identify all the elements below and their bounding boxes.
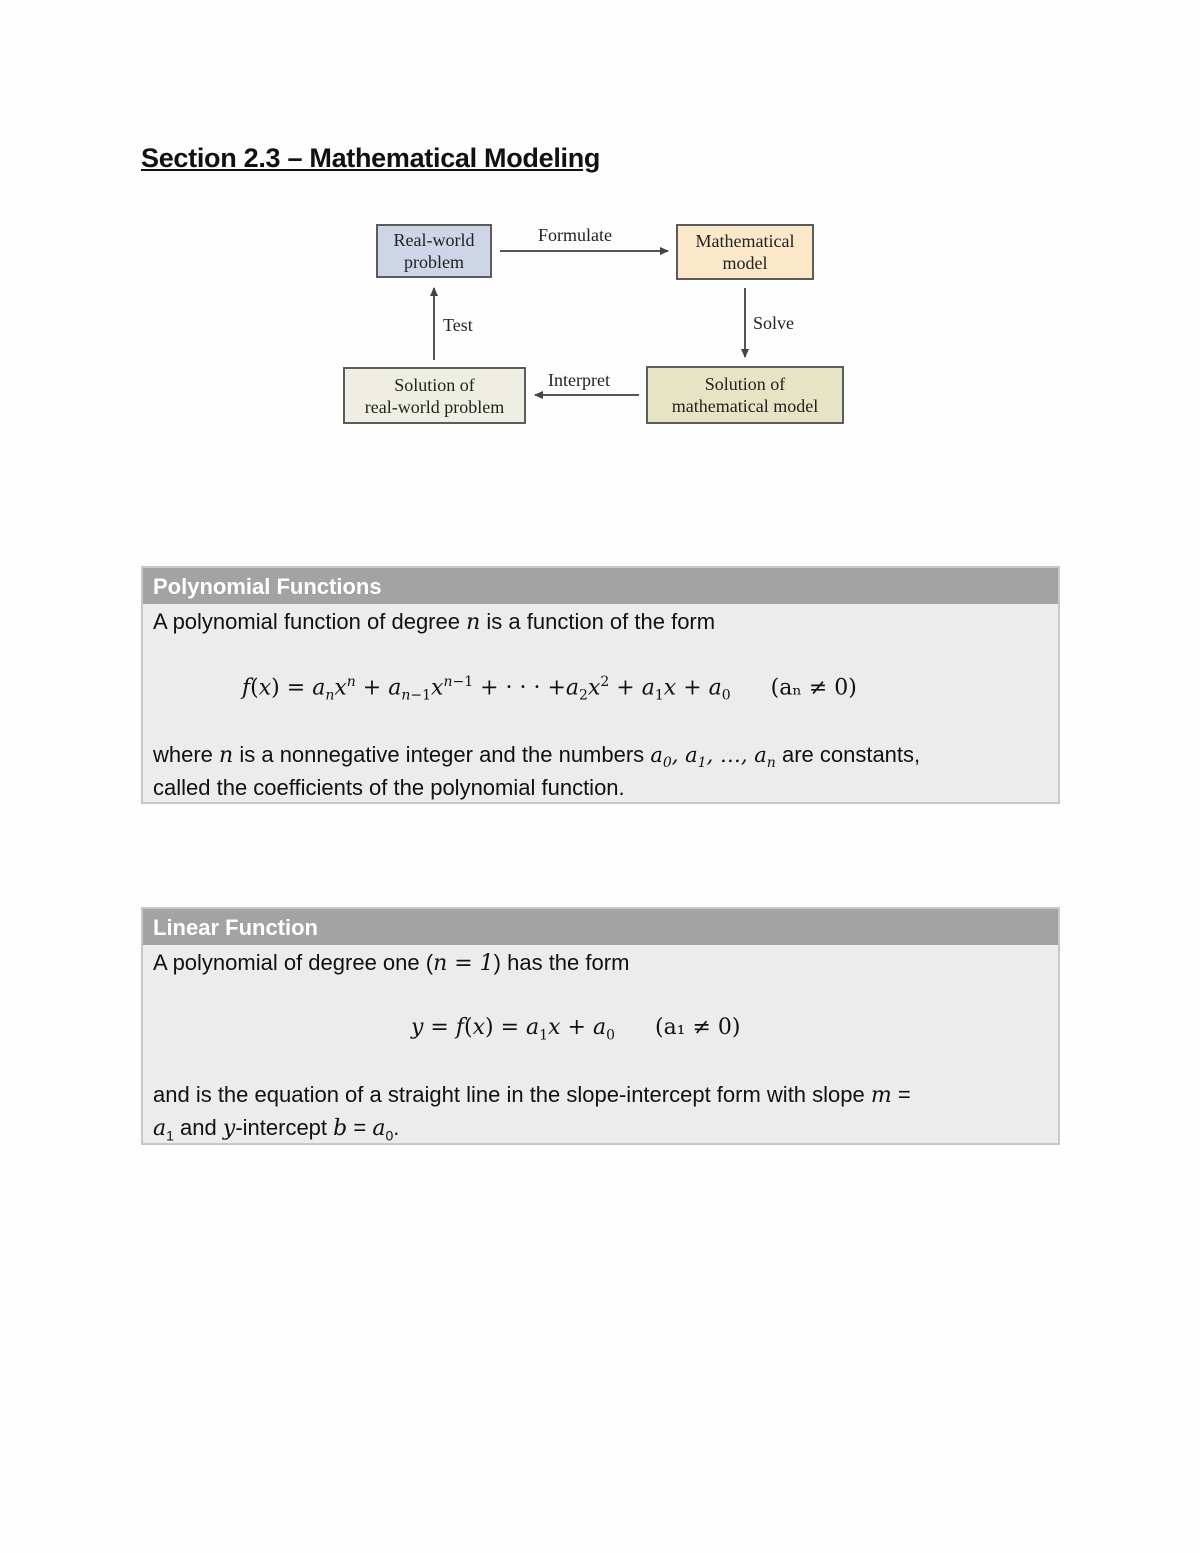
polynomial-explanation-line1: where n is a nonnegative integer and the numbers $a_0$, $a_1$, …, $a_n$ are constants, xyxy=(153,742,921,772)
linear-body xyxy=(143,945,1058,1145)
solve-label: Solve xyxy=(753,313,795,333)
intro-text: A polynomial of degree one ( xyxy=(153,950,434,975)
intro-var: n xyxy=(466,610,481,635)
linear-formula: $y = f(x) = a_1x + a_0$ (a₁ ≠ 0) xyxy=(411,1015,741,1044)
box-line: problem xyxy=(404,252,464,272)
intro-text: ) has the form xyxy=(493,950,630,975)
explanation-var: n xyxy=(219,743,234,768)
modeling-diagram xyxy=(0,0,1200,560)
polynomial-intro xyxy=(153,609,715,635)
interpret-label: Interpret xyxy=(548,370,610,390)
linear-function-box xyxy=(141,907,1060,1145)
box-line: Mathematical xyxy=(695,231,795,251)
intro-math: n = 1 xyxy=(433,951,494,976)
box-line: model xyxy=(722,253,768,273)
box-line: Real-world xyxy=(393,230,475,250)
polynomial-functions-box xyxy=(141,566,1060,804)
box-line: Solution of xyxy=(394,374,475,395)
real-world-problem-box xyxy=(376,224,492,278)
explanation-text: and xyxy=(180,1115,217,1140)
box-line: Solution of xyxy=(704,374,786,394)
box-line: real-world problem xyxy=(364,396,505,417)
linear-heading: Linear Function xyxy=(143,909,1058,945)
intro-text: A polynomial function of degree xyxy=(153,609,460,634)
linear-condition: (a₁ ≠ 0) xyxy=(654,1015,741,1040)
explanation-text: where xyxy=(153,742,213,767)
polynomial-explanation-line2: called the coefficients of the polynomial function. xyxy=(153,775,625,800)
solution-real-world-box xyxy=(343,367,526,424)
polynomial-body xyxy=(143,604,1058,804)
solution-math-model-box xyxy=(646,366,844,424)
test-label: Test xyxy=(443,315,473,335)
page-title: Section 2.3 – Mathematical Modeling xyxy=(141,143,601,173)
explanation-var: y xyxy=(222,1116,236,1141)
polynomial-formula: $f(x) = a_nx^n + a_{n-1}x^{n-1}$ + · · · $+a_2x^2 + a_1x + a_0$ (aₙ ≠ 0) xyxy=(242,674,857,704)
linear-intro xyxy=(153,950,629,976)
explanation-text: are constants, xyxy=(781,742,921,767)
explanation-text: is a nonnegative integer and the numbers xyxy=(239,742,645,767)
explanation-text: -intercept xyxy=(235,1115,328,1140)
explanation-text: and is the equation of a straight line in the slope-intercept form with slope xyxy=(153,1082,865,1107)
mathematical-model-box xyxy=(676,224,814,280)
linear-explanation-line2: $a_1$ and y-intercept $b = a_0$. xyxy=(153,1115,400,1144)
polynomial-condition: (aₙ ≠ 0) xyxy=(770,675,857,701)
formulate-label: Formulate xyxy=(538,225,612,245)
box-line: mathematical model xyxy=(671,396,819,416)
polynomial-heading: Polynomial Functions xyxy=(143,568,1058,604)
linear-explanation-line1: and is the equation of a straight line in the slope-intercept form with slope m = xyxy=(153,1082,911,1108)
intro-text: is a function of the form xyxy=(486,609,716,634)
diagram-arrows xyxy=(0,0,1200,560)
